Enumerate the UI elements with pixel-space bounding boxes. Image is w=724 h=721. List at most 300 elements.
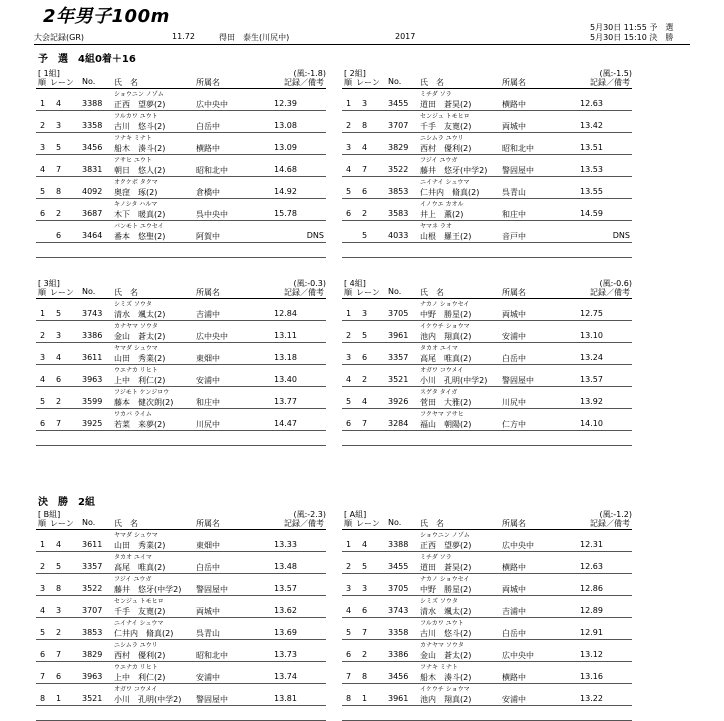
team-name: 両城中 [502,310,526,319]
table-row [342,574,632,596]
record-value: 12.63 [580,99,603,108]
team-name: 白岳中 [502,629,526,638]
lane-number: 5 [56,562,62,571]
meet-record-time: 11.72 [172,32,195,41]
athlete-kana: ヤマダ シュウマ [114,532,158,539]
athlete-name: 千手 友寛(2) [420,122,472,131]
record-value: 14.59 [580,209,603,218]
athlete-name: 朝日 悠人(2) [114,166,166,175]
athlete-kana: ヤマネ ラオ [420,223,452,230]
lane-number: 2 [362,209,368,218]
team-name: 和庄中 [502,210,526,219]
athlete-kana: ウエナカ リヒト [114,664,158,671]
group-label: [ 3組] [38,279,60,288]
col-header-record: 記録／備考 [284,288,324,297]
table-row [342,640,632,662]
athlete-name: 池内 翔真(2) [420,695,472,704]
bib-number: 3521 [388,375,409,384]
col-header-no: No. [388,77,402,86]
record-value: 13.12 [580,650,603,659]
table-row [342,221,632,243]
team-name: 和庄中 [196,398,220,407]
record-value: 12.75 [580,309,603,318]
athlete-name: 小川 孔明(中学2) [114,695,182,704]
team-name: 警固屋中 [196,585,228,594]
athlete-name: 藤本 健次朗(2) [114,398,174,407]
finish-order: 3 [40,143,46,152]
bib-number: 3961 [388,694,409,703]
table-row [36,662,326,684]
team-name: 呉青山 [502,188,526,197]
team-name: 阿賀中 [196,232,220,241]
wind-reading: (風:-0.6) [599,279,632,288]
lane-number: 7 [56,419,62,428]
team-name: 両城中 [196,607,220,616]
bib-number: 3611 [82,353,103,362]
column-header-row [342,287,632,299]
table-row [36,155,326,177]
finish-order: 6 [346,209,352,218]
athlete-name: 池内 翔真(2) [420,332,472,341]
table-row [342,552,632,574]
col-header-order: 順 [38,78,46,87]
lane-number: 3 [362,99,368,108]
team-name: 東畑中 [196,354,220,363]
athlete-kana: ミチダ ソラ [420,554,452,561]
lane-number: 6 [362,353,368,362]
lane-number: 5 [362,562,368,571]
lane-number: 8 [56,187,62,196]
lane-number: 8 [362,121,368,130]
lane-number: 7 [362,165,368,174]
finish-order: 4 [346,165,352,174]
team-name: 安浦中 [502,695,526,704]
finish-order: 1 [346,99,352,108]
table-row [342,177,632,199]
athlete-kana: タカオ ユイマ [420,345,458,352]
finish-order: 2 [40,121,46,130]
athlete-name: 道田 蒼昊(2) [420,100,472,109]
athlete-kana: ウエナカ リヒト [114,367,158,374]
record-value: 13.77 [274,397,297,406]
bib-number: 3522 [388,165,409,174]
athlete-name: 西村 優利(2) [420,144,472,153]
record-value: 13.53 [580,165,603,174]
team-name: 安浦中 [502,332,526,341]
athlete-kana: タカオ ユイマ [114,554,152,561]
finish-order: 6 [40,419,46,428]
record-value: 13.33 [274,540,297,549]
finish-order: 4 [40,606,46,615]
team-name: 音戸中 [502,232,526,241]
athlete-kana: フルカワ ユウト [420,620,464,627]
record-value: 13.22 [580,694,603,703]
record-value: 13.09 [274,143,297,152]
record-value: 13.18 [274,353,297,362]
lane-number: 2 [56,628,62,637]
finish-order: 4 [40,165,46,174]
athlete-kana: ヤマダ シュウマ [114,345,158,352]
col-header-record: 記録／備考 [590,288,630,297]
record-value: 12.84 [274,309,297,318]
col-header-order: 順 [344,519,352,528]
finish-order: 5 [40,628,46,637]
bib-number: 3829 [388,143,409,152]
table-row [36,89,326,111]
lane-number: 4 [56,540,62,549]
finish-order: 3 [346,584,352,593]
table-row [36,299,326,321]
team-name: 広中央中 [196,100,228,109]
athlete-name: 山田 秀業(2) [114,541,166,550]
athlete-name: 井上 薫(2) [420,210,464,219]
finish-order: 4 [346,606,352,615]
athlete-name: 中野 勝星(2) [420,310,472,319]
finish-order: 3 [40,584,46,593]
athlete-kana: フルカワ ユウト [114,113,158,120]
team-name: 横路中 [502,673,526,682]
bib-number: 3456 [388,672,409,681]
athlete-kana: センジュ トモヒロ [114,598,164,605]
athlete-name: 船木 湊斗(2) [420,673,472,682]
athlete-kana: シミズ ソウタ [114,301,152,308]
col-header-lane: レーン [356,519,380,528]
column-header-row [36,518,326,530]
athlete-kana: オガワ コウメイ [114,686,158,693]
athlete-name: 正西 望夢(2) [114,100,166,109]
col-header-record: 記録／備考 [590,78,630,87]
col-header-record: 記録／備考 [284,519,324,528]
table-row [342,199,632,221]
record-value: 12.31 [580,540,603,549]
lane-number: 4 [362,540,368,549]
lane-number: 7 [56,165,62,174]
bib-number: 3358 [82,121,103,130]
athlete-kana: フジイ ユウガ [420,157,458,164]
group-end-divider [36,257,326,258]
table-row [342,596,632,618]
lane-number: 7 [362,628,368,637]
col-header-order: 順 [38,519,46,528]
bib-number: 3599 [82,397,103,406]
team-name: 安浦中 [196,673,220,682]
record-value: 13.69 [274,628,297,637]
finish-order: 1 [40,309,46,318]
col-header-no: No. [82,287,96,296]
athlete-name: 正西 望夢(2) [420,541,472,550]
finish-order: 3 [40,353,46,362]
col-header-team: 所属名 [502,519,526,528]
finish-order: 2 [40,331,46,340]
lane-number: 4 [56,353,62,362]
athlete-kana: ワカバ ライム [114,411,152,418]
record-value: 14.47 [274,419,297,428]
finish-order: 4 [346,375,352,384]
table-row [342,365,632,387]
team-name: 昭和北中 [196,651,228,660]
col-header-order: 順 [38,288,46,297]
schedule-final: 5月30日 15:10 決 勝 [590,33,674,42]
record-value: 13.51 [580,143,603,152]
record-value: 14.68 [274,165,297,174]
table-row [342,111,632,133]
athlete-kana: フナキ ミナト [420,664,458,671]
table-row [36,133,326,155]
record-value: 14.92 [274,187,297,196]
lane-number: 5 [362,231,368,240]
col-header-team: 所属名 [196,288,220,297]
athlete-kana: センジュ トモヒロ [420,113,470,120]
lane-number: 8 [362,672,368,681]
lane-number: 6 [56,375,62,384]
bib-number: 3464 [82,231,103,240]
team-name: 広中央中 [502,541,534,550]
team-name: 仁方中 [502,420,526,429]
team-name: 横路中 [502,563,526,572]
athlete-name: 上中 利仁(2) [114,376,166,385]
bib-number: 3455 [388,99,409,108]
col-header-name: 氏 名 [114,288,138,297]
team-name: 吉浦中 [502,607,526,616]
athlete-name: 道田 蒼昊(2) [420,563,472,572]
record-value: 13.92 [580,397,603,406]
bib-number: 3925 [82,419,103,428]
athlete-name: 仁井内 脩真(2) [114,629,174,638]
record-value: 13.10 [580,331,603,340]
record-value: 13.62 [274,606,297,615]
group-end-divider [342,257,632,258]
finish-order: 6 [40,209,46,218]
athlete-name: 清水 颯太(2) [114,310,166,319]
team-name: 横路中 [196,144,220,153]
athlete-name: 高尾 唯真(2) [420,354,472,363]
table-row [342,133,632,155]
record-value: 13.57 [274,584,297,593]
record-value: DNS [612,231,630,240]
finish-order: 1 [346,540,352,549]
table-row [36,552,326,574]
wind-reading: (風:-0.3) [293,279,326,288]
finish-order: 2 [346,562,352,571]
table-row [36,574,326,596]
bib-number: 3963 [82,672,103,681]
column-header-row [342,77,632,89]
bib-number: 3388 [388,540,409,549]
athlete-name: 番本 悠聖(2) [114,232,166,241]
table-row [36,365,326,387]
finish-order: 1 [346,309,352,318]
athlete-name: 清水 颯太(2) [420,607,472,616]
lane-number: 7 [56,650,62,659]
athlete-name: 奥窪 琢(2) [114,188,158,197]
record-value: 12.91 [580,628,603,637]
lane-number: 3 [56,121,62,130]
team-name: 白岳中 [196,122,220,131]
athlete-kana: スゲタ タイガ [420,389,458,396]
group-label: [ 1組] [38,69,60,78]
team-name: 川尻中 [502,398,526,407]
athlete-kana: フクヤマ アサヒ [420,411,464,418]
team-name: 昭和北中 [502,144,534,153]
lane-number: 4 [362,397,368,406]
lane-number: 4 [56,99,62,108]
athlete-kana: ショウニン ノゾム [114,91,164,98]
record-value: 13.55 [580,187,603,196]
col-header-lane: レーン [356,78,380,87]
record-value: 13.24 [580,353,603,362]
record-value: 12.39 [274,99,297,108]
lane-number: 5 [56,143,62,152]
finish-order: 3 [346,143,352,152]
athlete-name: 船木 湊斗(2) [114,144,166,153]
bib-number: 3386 [388,650,409,659]
bib-number: 3455 [388,562,409,571]
athlete-name: 藤井 悠牙(中学2) [114,585,182,594]
column-header-row [36,77,326,89]
col-header-name: 氏 名 [420,288,444,297]
group-label: [ B組] [38,510,61,519]
bib-number: 3687 [82,209,103,218]
athlete-name: 千手 友寛(2) [114,607,166,616]
col-header-lane: レーン [50,519,74,528]
team-name: 東畑中 [196,541,220,550]
record-value: 12.63 [580,562,603,571]
athlete-name: 若菜 来夢(2) [114,420,166,429]
athlete-kana: イケウチ ショウマ [420,323,470,330]
lane-number: 3 [362,584,368,593]
team-name: 川尻中 [196,420,220,429]
table-row [36,640,326,662]
team-name: 白岳中 [196,563,220,572]
team-name: 広中央中 [196,332,228,341]
bib-number: 3707 [388,121,409,130]
athlete-name: 古川 悠斗(2) [420,629,472,638]
athlete-kana: ナカノ ショウセイ [420,301,470,308]
finish-order: 7 [346,672,352,681]
finish-order: 1 [40,99,46,108]
table-row [36,530,326,552]
final-section-title: 決 勝 2組 [38,497,95,508]
table-row [342,530,632,552]
finish-order: 2 [346,121,352,130]
lane-number: 2 [56,209,62,218]
record-value: 13.81 [274,694,297,703]
athlete-name: 小川 孔明(中学2) [420,376,488,385]
lane-number: 1 [362,694,368,703]
athlete-kana: フナキ ミナト [114,135,152,142]
schedule-heats: 5月30日 11:55 予 選 [590,23,674,32]
table-row [342,387,632,409]
athlete-name: 木下 暖真(2) [114,210,166,219]
finish-order: 3 [346,353,352,362]
lane-number: 3 [56,331,62,340]
table-row [36,387,326,409]
athlete-kana: フジモト ケンジロウ [114,389,170,396]
col-header-lane: レーン [356,288,380,297]
bib-number: 3853 [82,628,103,637]
finish-order: 2 [346,331,352,340]
athlete-kana: アサヒ ユウト [114,157,152,164]
athlete-kana: オガワ コウメイ [420,367,464,374]
bib-number: 3926 [388,397,409,406]
athlete-kana: オクケボ タクマ [114,179,158,186]
record-value: DNS [306,231,324,240]
athlete-name: 金山 蒼太(2) [420,651,472,660]
lane-number: 7 [362,419,368,428]
table-row [36,618,326,640]
bib-number: 3357 [82,562,103,571]
meet-record-label: 大会記録(GR) [34,33,84,42]
lane-number: 2 [362,650,368,659]
col-header-order: 順 [344,78,352,87]
finish-order: 1 [40,540,46,549]
finish-order: 8 [40,694,46,703]
lane-number: 4 [362,143,368,152]
table-row [342,618,632,640]
team-name: 安浦中 [196,376,220,385]
record-value: 13.16 [580,672,603,681]
athlete-kana: ナカノ ショウセイ [420,576,470,583]
bib-number: 3357 [388,353,409,362]
bib-number: 3386 [82,331,103,340]
record-value: 13.08 [274,121,297,130]
col-header-order: 順 [344,288,352,297]
table-row [36,221,326,243]
bib-number: 4092 [82,187,103,196]
record-value: 13.74 [274,672,297,681]
athlete-kana: ニシムラ ユウリ [420,135,464,142]
team-name: 呉青山 [196,629,220,638]
col-header-no: No. [82,518,96,527]
group-end-divider [36,445,326,446]
athlete-kana: フジイ ユウガ [114,576,152,583]
team-name: 両城中 [502,122,526,131]
wind-reading: (風:-2.3) [293,510,326,519]
athlete-kana: ショウニン ノゾム [420,532,470,539]
athlete-name: 藤井 悠牙(中学2) [420,166,488,175]
athlete-kana: ニイナイ シュウマ [114,620,164,627]
col-header-team: 所属名 [196,519,220,528]
athlete-name: 山根 羅王(2) [420,232,472,241]
team-name: 広中央中 [502,651,534,660]
wind-reading: (風:-1.5) [599,69,632,78]
athlete-name: 西村 優利(2) [114,651,166,660]
table-row [342,299,632,321]
table-row [36,343,326,365]
col-header-record: 記録／備考 [590,519,630,528]
header-divider [34,44,690,45]
finish-order: 6 [346,650,352,659]
athlete-name: 金山 蒼太(2) [114,332,166,341]
col-header-lane: レーン [50,78,74,87]
team-name: 白岳中 [502,354,526,363]
lane-number: 6 [56,672,62,681]
bib-number: 3456 [82,143,103,152]
record-value: 15.78 [274,209,297,218]
athlete-kana: カナヤマ ソウタ [420,642,464,649]
group-label: [ 4組] [344,279,366,288]
record-value: 13.11 [274,331,297,340]
finish-order: 5 [346,628,352,637]
bib-number: 3963 [82,375,103,384]
col-header-name: 氏 名 [114,519,138,528]
bib-number: 3743 [82,309,103,318]
record-value: 13.40 [274,375,297,384]
finish-order: 5 [40,187,46,196]
col-header-no: No. [82,77,96,86]
athlete-kana: バンモト ユウセイ [114,223,164,230]
table-row [36,321,326,343]
